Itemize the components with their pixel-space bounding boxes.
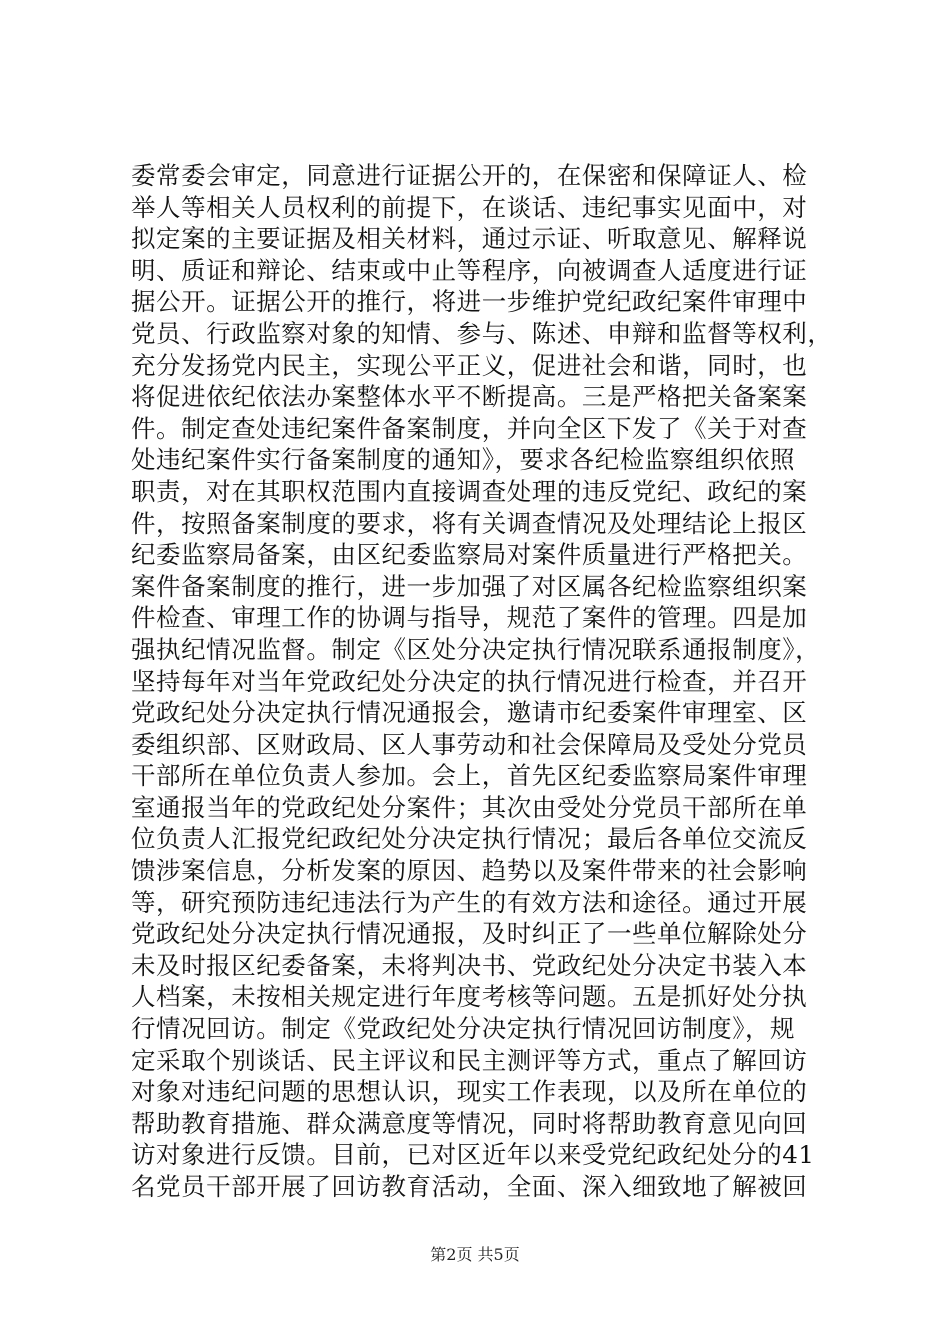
text-line: 拟定案的主要证据及相关材料，通过示证、听取意见、解释说	[131, 224, 808, 254]
text-line: 委常委会审定，同意进行证据公开的，在保密和保障证人、检	[131, 161, 808, 190]
text-line: 行情况回访。制定《党政纪处分决定执行情况回访制度》，规	[131, 1014, 796, 1044]
body-text	[131, 160, 831, 1203]
text-line: 名党员干部开展了回访教育活动，全面、深入细致地了解被回	[131, 1172, 808, 1201]
text-line: 强执纪情况监督。制定《区处分决定执行情况联系通报制度》，	[131, 634, 821, 664]
text-line: 帮助教育措施、群众满意度等情况，同时将帮助教育意见向回	[131, 1108, 808, 1138]
text-line: 访对象进行反馈。目前，已对区近年以来受党纪政纪处分的41	[131, 1140, 815, 1170]
text-line: 干部所在单位负责人参加。会上，首先区纪委监察局案件审理	[131, 761, 808, 791]
text-line: 委组织部、区财政局、区人事劳动和社会保障局及受处分党员	[131, 729, 808, 759]
text-line: 件，按照备案制度的要求，将有关调查情况及处理结论上报区	[131, 508, 808, 538]
text-line: 将促进依纪依法办案整体水平不断提高。三是严格把关备案案	[131, 382, 808, 412]
text-line: 党员、行政监察对象的知情、参与、陈述、申辩和监督等权利，	[131, 318, 833, 348]
text-line: 位负责人汇报党纪政纪处分决定执行情况；最后各单位交流反	[131, 824, 808, 854]
text-line: 纪委监察局备案，由区纪委监察局对案件质量进行严格把关。	[131, 540, 808, 570]
text-line: 未及时报区纪委备案，未将判决书、党政纪处分决定书装入本	[131, 950, 808, 980]
text-line: 职责，对在其职权范围内直接调查处理的违反党纪、政纪的案	[131, 476, 808, 506]
text-line: 室通报当年的党政纪处分案件；其次由受处分党员干部所在单	[131, 792, 808, 822]
text-line: 等，研究预防违纪违法行为产生的有效方法和途径。通过开展	[131, 887, 808, 917]
text-line: 处违纪案件实行备案制度的通知》，要求各纪检监察组织依照	[131, 445, 796, 475]
text-line: 据公开。证据公开的推行，将进一步维护党纪政纪案件审理中	[131, 287, 808, 317]
text-line: 对象对违纪问题的思想认识，现实工作表现，以及所在单位的	[131, 1077, 808, 1107]
text-line: 人档案，未按相关规定进行年度考核等问题。五是抓好处分执	[131, 982, 808, 1012]
text-line: 党政纪处分决定执行情况通报，及时纠正了一些单位解除处分	[131, 919, 808, 949]
text-line: 坚持每年对当年党政纪处分决定的执行情况进行检查，并召开	[131, 666, 808, 696]
text-line: 党政纪处分决定执行情况通报会，邀请市纪委案件审理室、区	[131, 698, 808, 728]
text-line: 案件备案制度的推行，进一步加强了对区属各纪检监察组织案	[131, 571, 808, 601]
text-line: 充分发扬党内民主，实现公平正义，促进社会和谐，同时，也	[131, 350, 808, 380]
text-line: 明、质证和辩论、结束或中止等程序，向被调查人适度进行证	[131, 255, 808, 285]
page-number-footer: 第2页 共5页	[430, 1245, 520, 1264]
text-line: 馈涉案信息，分析发案的原因、趋势以及案件带来的社会影响	[131, 856, 808, 886]
text-line: 定采取个别谈话、民主评议和民主测评等方式，重点了解回访	[131, 1045, 808, 1075]
text-line: 件检查、审理工作的协调与指导，规范了案件的管理。四是加	[131, 603, 808, 633]
text-line: 举人等相关人员权利的前提下，在谈话、违纪事实见面中，对	[131, 192, 808, 222]
text-line: 件。制定查处违纪案件备案制度，并向全区下发了《关于对查	[131, 413, 808, 443]
